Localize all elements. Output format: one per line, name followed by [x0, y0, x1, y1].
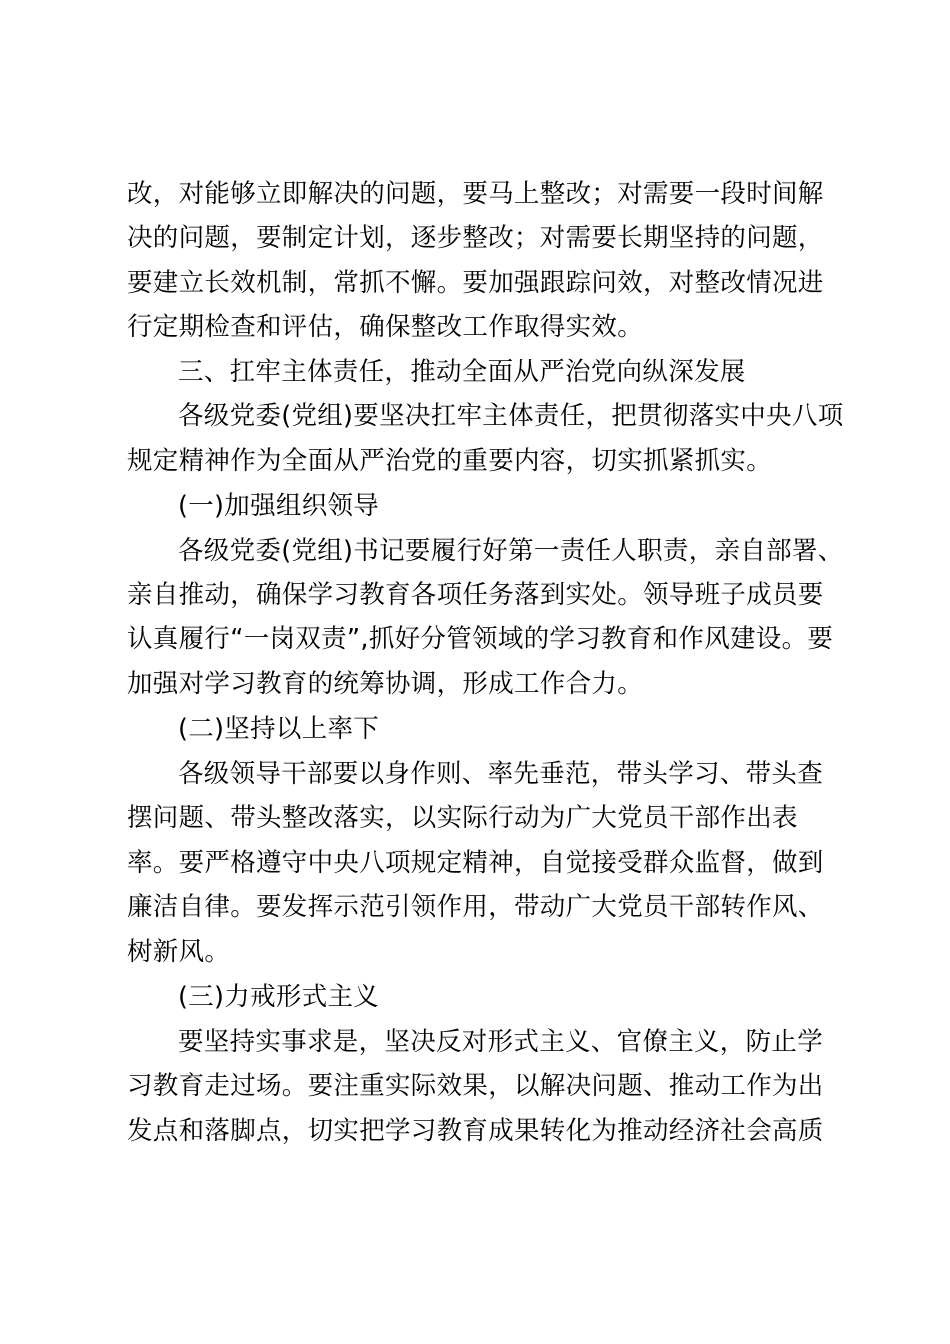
subsection-heading: (一)加强组织领导	[178, 491, 380, 521]
subsection-heading: (三)力戒形式主义	[178, 982, 380, 1012]
text-line: 摆问题、带头整改落实，以实际行动为广大党员干部作出表	[127, 803, 798, 833]
text-line: 廉洁自律。要发挥示范引领作用，带动广大党员干部转作风、	[127, 892, 824, 922]
text-line: 加强对学习教育的统筹协调，形成工作合力。	[127, 669, 644, 699]
text-line: 要坚持实事求是，坚决反对形式主义、官僚主义，防止学	[178, 1027, 824, 1057]
text-line: 各级领导干部要以身作则、率先垂范，带头学习、带头查	[178, 759, 824, 789]
text-line: 率。要严格遵守中央八项规定精神，自觉接受群众监督，做到	[127, 848, 824, 878]
text-line: 发点和落脚点，切实把学习教育成果转化为推动经济社会高质	[127, 1116, 824, 1146]
text-line: 习教育走过场。要注重实际效果，以解决问题、推动工作为出	[127, 1071, 824, 1101]
text-line: 各级党委(党组)书记要履行好第一责任人职责，亲自部署、	[178, 536, 844, 566]
text-line: 决的问题，要制定计划，逐步整改；对需要长期坚持的问题，	[127, 223, 824, 253]
text-line: 各级党委(党组)要坚决扛牢主体责任，把贯彻落实中央八项	[178, 401, 844, 431]
text-line: 要建立长效机制，常抓不懈。要加强跟踪问效，对整改情况进	[127, 268, 824, 298]
text-line: 亲自推动，确保学习教育各项任务落到实处。领导班子成员要	[127, 580, 824, 610]
text-line: 认真履行“一岗双责”,抓好分管领域的学习教育和作风建设。要	[127, 624, 834, 654]
subsection-heading: (二)坚持以上率下	[178, 714, 380, 744]
text-line: 行定期检查和评估，确保整改工作取得实效。	[127, 312, 644, 342]
text-line: 树新风。	[127, 937, 231, 967]
section-heading: 三、扛牢主体责任，推动全面从严治党向纵深发展	[178, 357, 746, 387]
text-line: 改，对能够立即解决的问题，要马上整改；对需要一段时间解	[127, 179, 824, 209]
text-line: 规定精神作为全面从严治党的重要内容，切实抓紧抓实。	[127, 446, 773, 476]
